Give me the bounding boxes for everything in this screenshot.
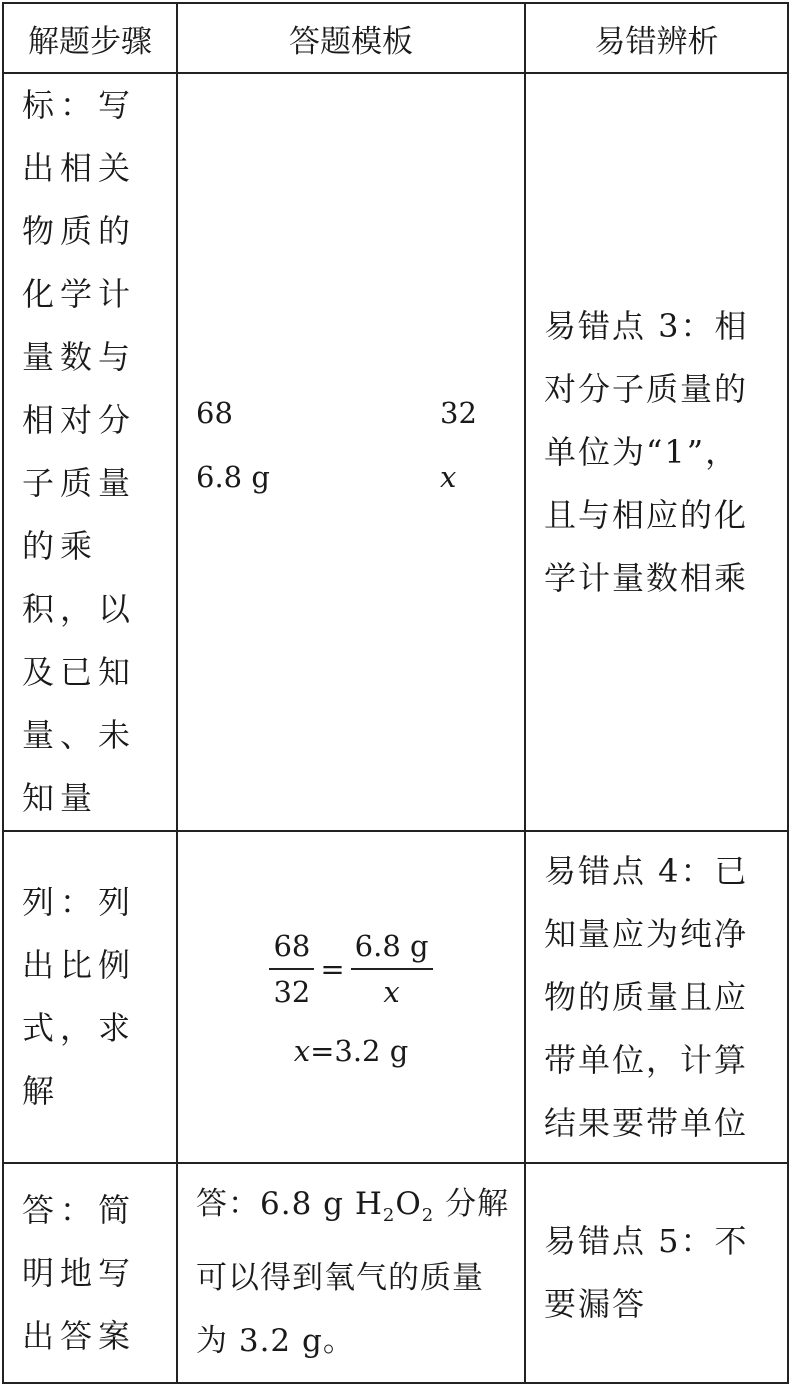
- note-cell: 易错点 3：相对分子质量的单位为“1”，且与相应的化学计量数相乘: [525, 73, 788, 831]
- note-cell: 易错点 5：不要漏答: [525, 1163, 788, 1383]
- step-cell: 答：简明地写出答案: [3, 1163, 177, 1383]
- template-cell: [177, 73, 525, 831]
- table-row: [3, 831, 788, 1163]
- molar-mass-o2: 32: [440, 396, 477, 430]
- template-cell: [177, 831, 525, 1163]
- solution-line: x=3.2 g: [293, 1034, 409, 1068]
- proportion-equation: [178, 926, 524, 1012]
- step-cell: 列：列出比例式，求解: [3, 831, 177, 1163]
- template-cell: 答：6.8 g $H_2O_2$ 分解可以得到氧气的质量为 3.2 g。: [177, 1163, 525, 1383]
- note-cell: 易错点 4：已知量应为纯净物的质量且应带单位，计算结果要带单位: [525, 831, 788, 1163]
- table-row: [3, 1163, 788, 1383]
- step-cell: 标：写出相关物质的化学计量数与相对分子质量的乘积，以及已知量、未知量: [3, 73, 177, 831]
- fraction-right: $\frac{6.8 g}{x}$: [351, 926, 433, 1012]
- header-step: 解题步骤: [3, 3, 177, 73]
- equals-sign: =: [320, 952, 345, 986]
- unknown-mass: x: [440, 460, 457, 494]
- known-mass: 6.8 g: [196, 460, 270, 494]
- explanation-table: [2, 2, 789, 1384]
- table-row: [3, 73, 788, 831]
- header-error-analysis: 易错辨析: [525, 3, 788, 73]
- header-row: [3, 3, 788, 73]
- molar-mass-h2o2: 68: [196, 396, 233, 430]
- header-template: 答题模板: [177, 3, 525, 73]
- fraction-left: $\frac{68}{32}$: [269, 926, 314, 1012]
